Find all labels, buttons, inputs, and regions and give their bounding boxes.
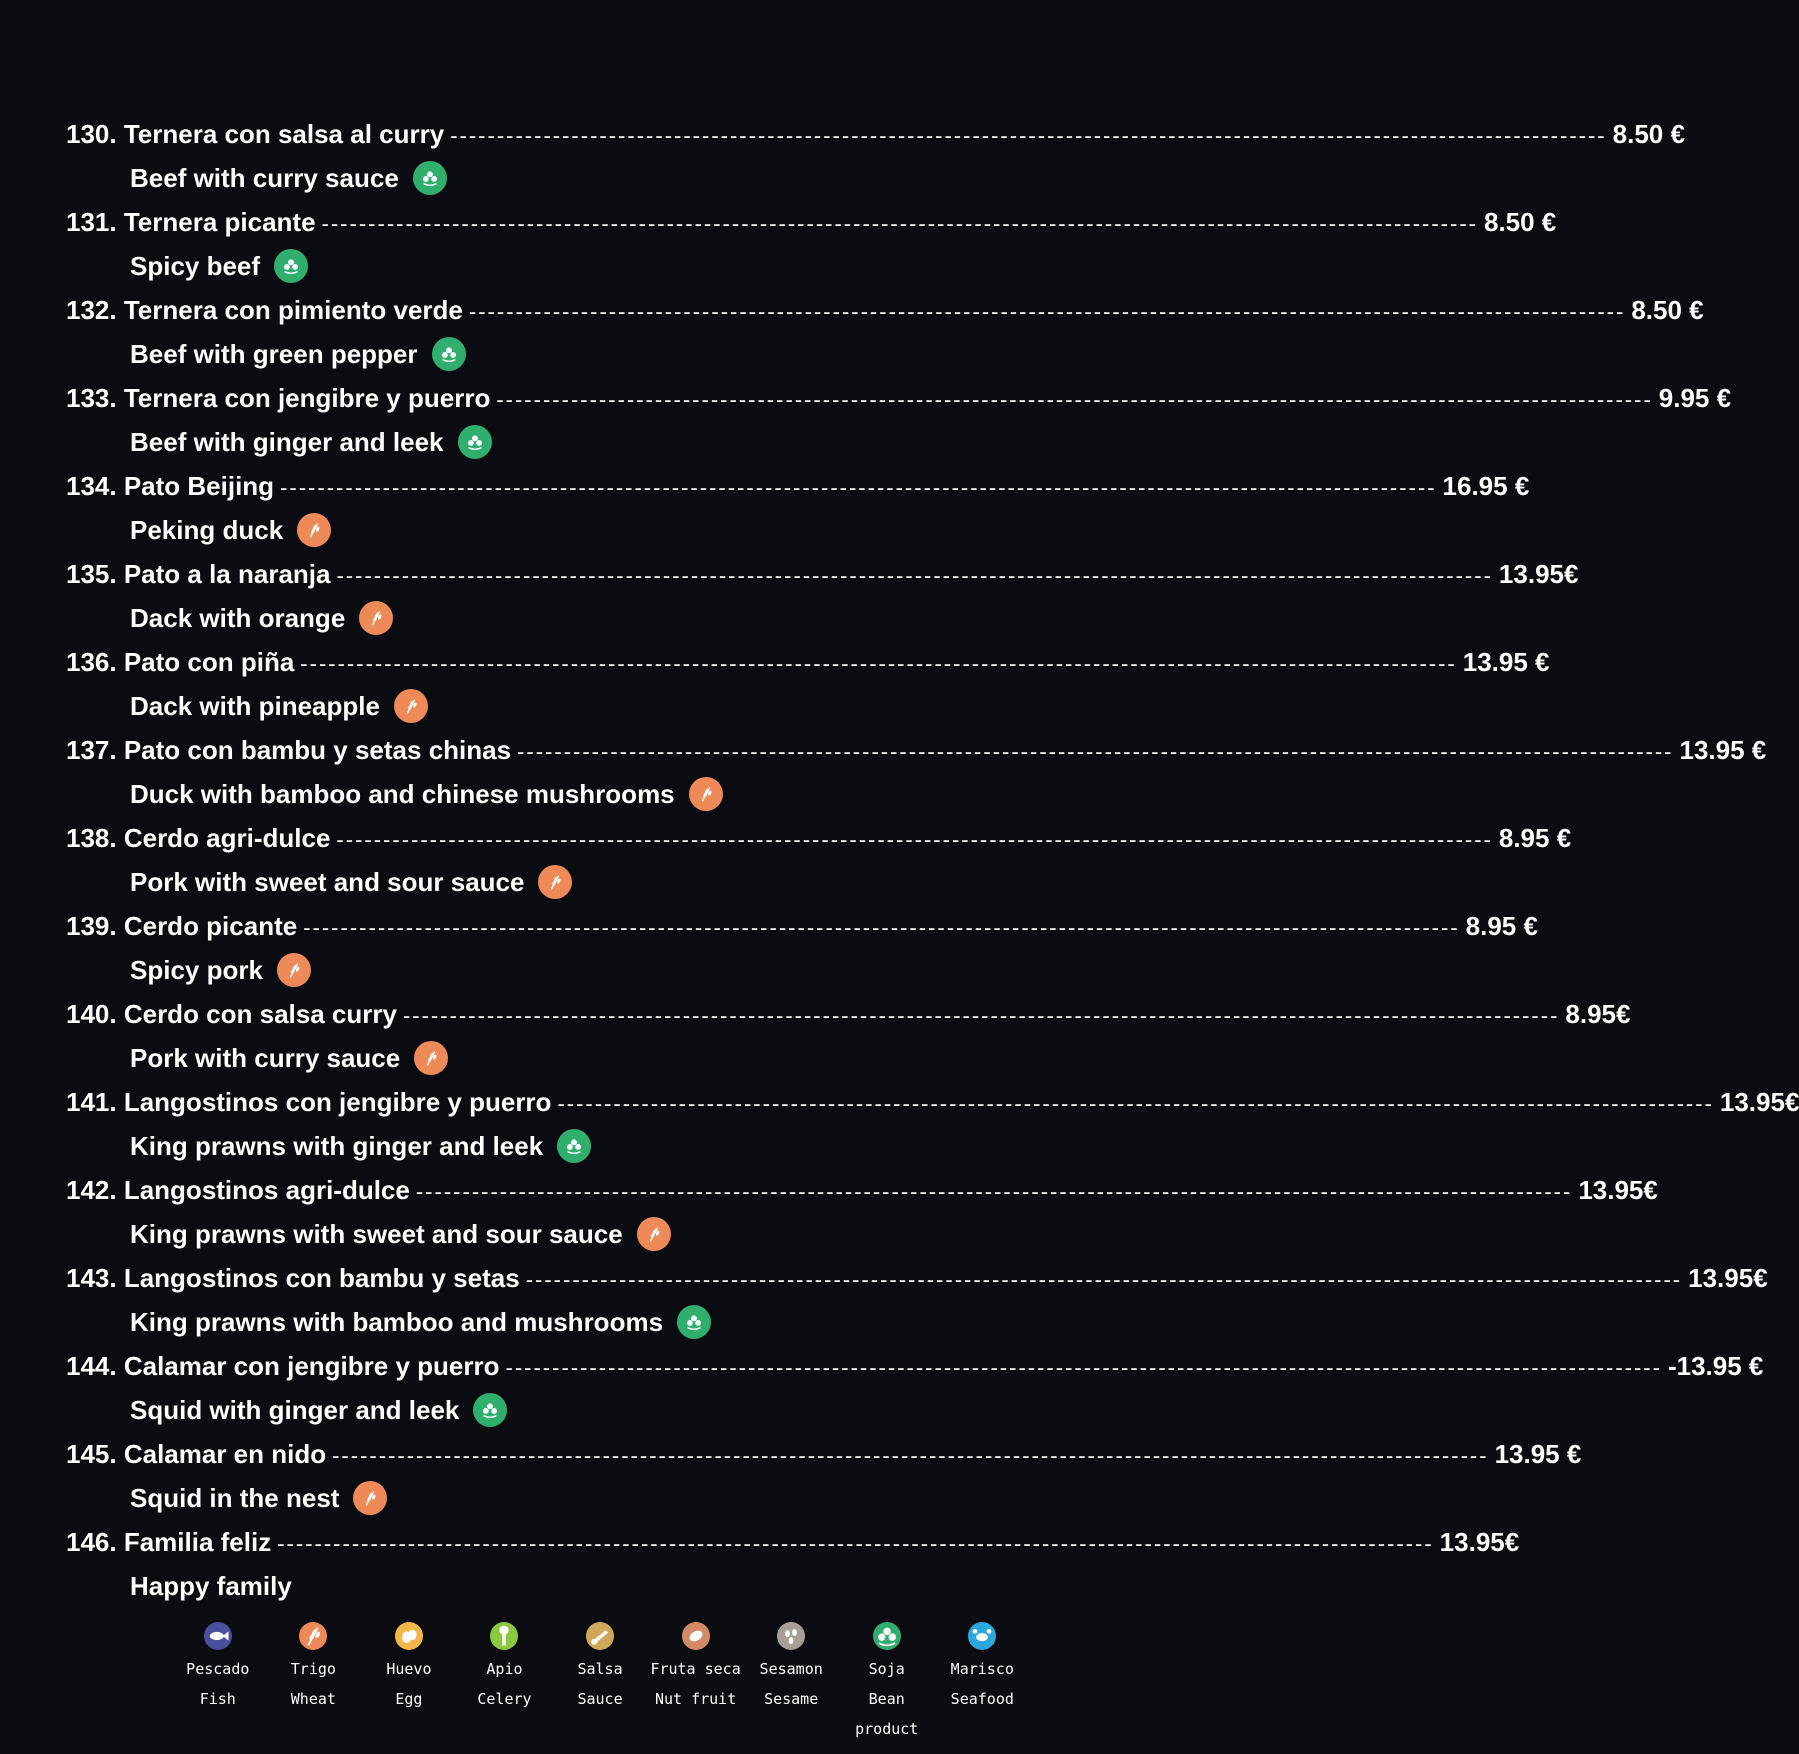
legend-label-es: Trigo: [290, 1660, 336, 1678]
leader-dots: ----------------------------------------------------------------------------------------------------------------------------: [336, 563, 1493, 588]
trigo-icon: [359, 601, 393, 635]
dish-price: 13.95 €: [1494, 1439, 1582, 1469]
trigo-icon: [689, 777, 723, 811]
menu-list: [66, 112, 1799, 1608]
allergen-legend: [170, 1622, 1030, 1744]
dish-price: 13.95€: [1688, 1263, 1768, 1293]
legend-item-sesame: [743, 1622, 839, 1744]
dish-name-es: 136. Pato con piña: [66, 647, 295, 677]
trigo-icon: [303, 519, 325, 541]
dish-name-en: Peking duck: [130, 515, 284, 545]
dish-price: 13.95€: [1719, 1087, 1799, 1117]
nut-icon: [682, 1622, 710, 1650]
soja-icon: [419, 167, 441, 189]
dish-name-en: Spicy pork: [130, 955, 263, 985]
legend-item-sauce: [552, 1622, 648, 1744]
menu-item: [66, 464, 1530, 552]
legend-label-en: Sesame: [764, 1690, 819, 1708]
dish-name-es: 144. Calamar con jengibre y puerro: [66, 1351, 500, 1381]
trigo-icon: [400, 695, 422, 717]
legend-label-en: Wheat: [290, 1690, 336, 1708]
dish-name-es: 141. Langostinos con jengibre y puerro: [66, 1087, 552, 1117]
menu-item: [66, 112, 1685, 200]
dish-name-es: 145. Calamar en nido: [66, 1439, 327, 1469]
trigo-icon: [643, 1223, 665, 1245]
soja-icon: [683, 1311, 705, 1333]
sauce-icon: [586, 1622, 614, 1650]
dish-name-en: King prawns with ginger and leek: [130, 1131, 544, 1161]
legend-label-en: Nut fruit: [654, 1690, 737, 1708]
trigo-icon: [277, 953, 311, 987]
leader-dots: ----------------------------------------------------------------------------------------------------------------------------: [415, 1179, 1573, 1204]
dish-name-es: 131. Ternera picante: [66, 207, 316, 237]
legend-item-nut: [648, 1622, 744, 1744]
menu-item: [66, 552, 1579, 640]
dish-name-en: King prawns with sweet and sour sauce: [130, 1219, 623, 1249]
dish-price: 8.50 €: [1483, 207, 1557, 237]
dish-name-en: Pork with curry sauce: [130, 1043, 401, 1073]
fish-icon: [204, 1622, 232, 1650]
trigo-icon: [299, 1622, 327, 1650]
dish-name-en: Happy family: [130, 1571, 292, 1601]
menu-item: [66, 1080, 1799, 1168]
nut-icon: [682, 1622, 710, 1650]
celery-icon: [490, 1622, 518, 1650]
legend-label-es: Sesamon: [759, 1660, 823, 1678]
menu-item: [66, 1344, 1764, 1432]
legend-label-es: Pescado: [186, 1660, 250, 1678]
dish-name-es: 134. Pato Beijing: [66, 471, 275, 501]
dish-name-es: 143. Langostinos con bambu y setas: [66, 1263, 520, 1293]
egg-icon: [395, 1622, 423, 1650]
menu-item: [66, 1168, 1658, 1256]
menu-item: [66, 992, 1631, 1080]
soja-icon: [473, 1393, 507, 1427]
trigo-icon: [359, 1487, 381, 1509]
trigo-icon: [353, 1481, 387, 1515]
leader-dots: ----------------------------------------------------------------------------------------------------------------------------: [505, 1355, 1662, 1380]
legend-item-soy: [839, 1622, 935, 1744]
celery-icon: [490, 1622, 518, 1650]
dish-price: 8.95€: [1565, 999, 1631, 1029]
legend-label-es: Salsa: [577, 1660, 623, 1678]
dish-name-en: Duck with bamboo and chinese mushrooms: [130, 779, 675, 809]
legend-label-es: Fruta seca: [650, 1660, 741, 1678]
trigo-icon: [544, 871, 566, 893]
dish-price: 8.95 €: [1465, 911, 1538, 941]
soja-icon: [458, 425, 492, 459]
leader-dots: ----------------------------------------------------------------------------------------------------------------------------: [525, 1267, 1683, 1292]
legend-label-en: Seafood: [950, 1690, 1014, 1708]
dish-name-es: 137. Pato con bambu y setas chinas: [66, 735, 512, 765]
seafood-icon: [968, 1622, 996, 1650]
dish-name-es: 138. Cerdo agri-dulce: [66, 823, 331, 853]
dish-name-en: Spicy beef: [130, 251, 261, 281]
dish-name-es: 135. Pato a la naranja: [66, 559, 331, 589]
soja-icon: [432, 337, 466, 371]
dish-name-es: 146. Familia feliz: [66, 1527, 272, 1557]
dish-price: 13.95€: [1439, 1527, 1520, 1557]
menu-item: [66, 288, 1704, 376]
legend-item-seafood: [935, 1622, 1031, 1744]
leader-dots: ----------------------------------------------------------------------------------------------------------------------------: [332, 1443, 1489, 1468]
trigo-icon: [637, 1217, 671, 1251]
menu-item: [66, 816, 1572, 904]
leader-dots: ----------------------------------------------------------------------------------------------------------------------------: [321, 211, 1478, 236]
menu-item: [66, 376, 1732, 464]
dish-price: 8.50 €: [1631, 295, 1704, 325]
dish-name-en: Beef with ginger and leek: [130, 427, 444, 457]
soja-icon: [413, 161, 447, 195]
leader-dots: ----------------------------------------------------------------------------------------------------------------------------: [303, 915, 1460, 940]
leader-dots: ----------------------------------------------------------------------------------------------------------------------------: [468, 299, 1626, 324]
dish-name-es: 139. Cerdo picante: [66, 911, 298, 941]
dish-price: 8.50 €: [1612, 119, 1685, 149]
trigo-icon: [695, 783, 717, 805]
legend-label-en: Egg: [395, 1690, 423, 1708]
trigo-icon: [297, 513, 331, 547]
legend-item-celery: [457, 1622, 553, 1744]
dish-name-en: Beef with green pepper: [130, 339, 418, 369]
legend-item-fish: [170, 1622, 266, 1744]
legend-label-en: Sauce: [577, 1690, 623, 1708]
seafood-icon: [968, 1622, 996, 1650]
legend-label-en: Bean product: [855, 1690, 919, 1738]
dish-name-es: 132. Ternera con pimiento verde: [66, 295, 463, 325]
soja-icon: [677, 1305, 711, 1339]
trigo-icon: [299, 1622, 327, 1650]
sesame-icon: [777, 1622, 805, 1650]
leader-dots: ----------------------------------------------------------------------------------------------------------------------------: [517, 739, 1674, 764]
sesame-icon: [777, 1622, 805, 1650]
soja-icon: [438, 343, 460, 365]
leader-dots: ----------------------------------------------------------------------------------------------------------------------------: [300, 651, 1457, 676]
leader-dots: ----------------------------------------------------------------------------------------------------------------------------: [557, 1091, 1714, 1116]
soja-icon: [280, 255, 302, 277]
trigo-icon: [538, 865, 572, 899]
soja-icon: [464, 431, 486, 453]
menu-item: [66, 1256, 1768, 1344]
dish-name-es: 133. Ternera con jengibre y puerro: [66, 383, 491, 413]
dish-price: 13.95€: [1578, 1175, 1658, 1205]
trigo-icon: [420, 1047, 442, 1069]
menu-item: [66, 200, 1557, 288]
egg-icon: [395, 1622, 423, 1650]
trigo-icon: [365, 607, 387, 629]
dish-price: 13.95 €: [1462, 647, 1550, 677]
dish-name-en: Squid in the nest: [130, 1483, 340, 1513]
leader-dots: ----------------------------------------------------------------------------------------------------------------------------: [277, 1531, 1434, 1556]
legend-item-wheat: [266, 1622, 362, 1744]
leader-dots: ----------------------------------------------------------------------------------------------------------------------------: [450, 123, 1607, 148]
dish-name-en: Beef with curry sauce: [130, 163, 399, 193]
dish-name-en: King prawns with bamboo and mushrooms: [130, 1307, 664, 1337]
soja-icon: [274, 249, 308, 283]
menu-item: [66, 904, 1538, 992]
soja-icon: [873, 1622, 901, 1650]
menu-item: [66, 1520, 1520, 1608]
soja-icon: [563, 1135, 585, 1157]
trigo-icon: [394, 689, 428, 723]
dish-name-en: Dack with pineapple: [130, 691, 380, 721]
dish-price: 13.95€: [1498, 559, 1579, 589]
leader-dots: ----------------------------------------------------------------------------------------------------------------------------: [402, 1003, 1560, 1028]
fish-icon: [204, 1622, 232, 1650]
dish-price: 9.95 €: [1658, 383, 1732, 413]
soja-icon: [873, 1622, 901, 1650]
menu-item: [66, 728, 1767, 816]
legend-label-en: Fish: [199, 1690, 236, 1708]
leader-dots: ----------------------------------------------------------------------------------------------------------------------------: [336, 827, 1493, 852]
dish-name-es: 140. Cerdo con salsa curry: [66, 999, 397, 1029]
dish-name-es: 130. Ternera con salsa al curry: [66, 119, 445, 149]
leader-dots: ----------------------------------------------------------------------------------------------------------------------------: [280, 475, 1437, 500]
legend-label-es: Huevo: [386, 1660, 432, 1678]
trigo-icon: [414, 1041, 448, 1075]
dish-price: -13.95 €: [1667, 1351, 1764, 1381]
dish-name-en: Pork with sweet and sour sauce: [130, 867, 525, 897]
dish-price: 16.95 €: [1442, 471, 1530, 501]
dish-name-en: Squid with ginger and leek: [130, 1395, 460, 1425]
soja-icon: [479, 1399, 501, 1421]
trigo-icon: [283, 959, 305, 981]
legend-label-es: Apio: [486, 1660, 523, 1678]
soja-icon: [557, 1129, 591, 1163]
dish-name-en: Dack with orange: [130, 603, 346, 633]
dish-price: 8.95 €: [1498, 823, 1572, 853]
legend-label-en: Celery: [477, 1690, 532, 1708]
legend-label-es: Marisco: [950, 1660, 1014, 1678]
legend-item-egg: [361, 1622, 457, 1744]
dish-name-es: 142. Langostinos agri-dulce: [66, 1175, 410, 1205]
sauce-icon: [586, 1622, 614, 1650]
dish-price: 13.95 €: [1679, 735, 1767, 765]
legend-label-es: Soja: [868, 1660, 905, 1678]
menu-item: [66, 640, 1550, 728]
leader-dots: ----------------------------------------------------------------------------------------------------------------------------: [496, 387, 1653, 412]
menu-item: [66, 1432, 1582, 1520]
